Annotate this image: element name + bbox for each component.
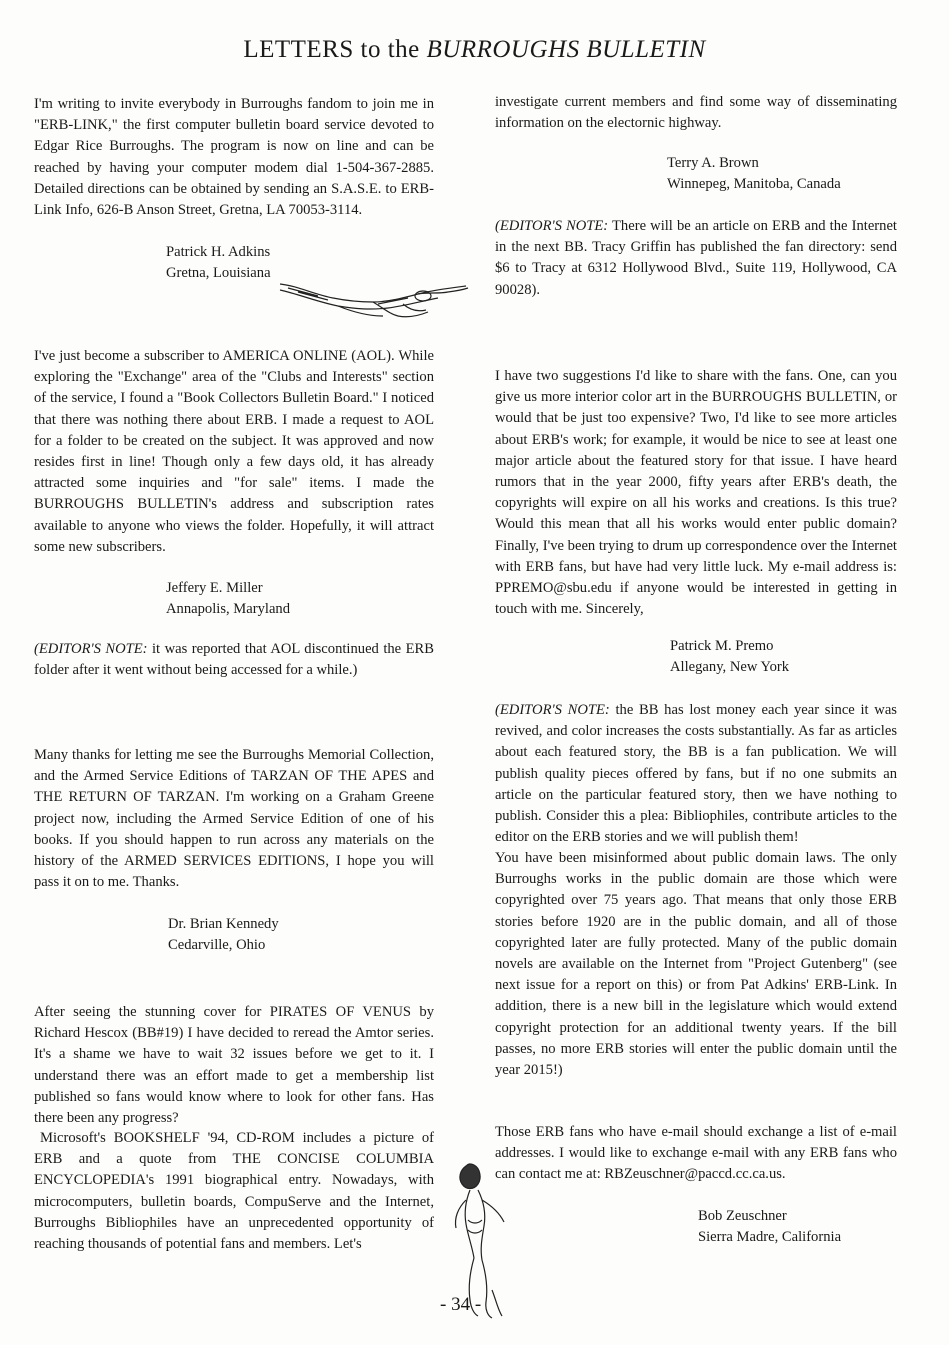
- editor-note-text: the BB has lost money each year since it was revived, and color increases the costs substantially. As far as articles about each featured story, the BB is a fan publication. We will publish quality pieces offered by fans, but if no one submits an article on the particular featured story, then we have nothing to publish. Consider this a plea: Bibliophiles, contribute articles to the editor on the ERB stories and we will publish them!: [495, 702, 897, 846]
- signature-name: Terry A. Brown: [667, 155, 759, 171]
- letter-miller-body: I've just become a subscriber to AMERICA ONLINE (AOL). While exploring the "Exchange" area of the "Clubs and Interests" section of the service, I found a "Book Collectors Bulletin Board." I noticed that there was nothing there about ERB. I made a request to AOL for a folder to be created on the subject. It was approved and now resides first in line! Though only a few days old, it has already attracted some inquiries and "for sale" items. I made the BURROUGHS BULLETIN's address and subscription rates available to anyone who views the folder. Hopefully, it will attract some new subscribers.: [34, 348, 434, 555]
- signature-name: Patrick M. Premo: [670, 638, 774, 654]
- signature-place: Cedarville, Ohio: [168, 937, 266, 953]
- editor-note-label: (EDITOR'S NOTE:: [495, 702, 610, 718]
- signature-place: Gretna, Louisiana: [166, 265, 271, 281]
- title-prefix: LETTERS to the: [243, 36, 427, 63]
- signature-miller: [166, 578, 290, 620]
- signature-adkins: [166, 242, 271, 284]
- letter-brown-body-continued: investigate current members and find some way of disseminating information on the electornic highway.: [495, 94, 897, 132]
- letter-kennedy-body: Many thanks for letting me see the Burroughs Memorial Collection, and the Armed Service Editions of TARZAN OF THE APES and THE RETURN OF TARZAN. I'm working on a Graham Greene project now, including the Armed Service Edition of one of his books. If you should happen to run across any materials on the history of the ARMED SERVICES EDITIONS, I hope you will pass it on to me. Thanks.: [34, 747, 434, 891]
- signature-place: Winnepeg, Manitoba, Canada: [667, 176, 841, 192]
- swimming-figure-illustration: [278, 272, 470, 322]
- page-title: [0, 36, 949, 64]
- letter-adkins-body: I'm writing to invite everybody in Burroughs fandom to join me in "ERB-LINK," the first computer bulletin board service devoted to Edgar Rice Burroughs. The program is now on line and can be reached by having your computer modem dial 1-504-367-2885. Detailed directions can be obtained by sending an S.A.S.E. to ERB-Link Info, 626-B Anson Street, Gretna, LA 70053-3114.: [34, 96, 434, 219]
- editor-note-label: (EDITOR'S NOTE:: [34, 641, 148, 657]
- signature-place: Allegany, New York: [670, 659, 790, 675]
- editor-note-text: it was reported that AOL discontinued the ERB folder after it went without being accessed for a while.): [34, 641, 434, 679]
- letter-premo-body: I have two suggestions I'd like to share with the fans. One, can you give us more interior color art in the BURROUGHS BULLETIN, or would that be just too expensive? Two, I'd like to see more articles about ERB's work; for example, it would be nice to see at least one major article about the featured story for that issue. I have heard rumors that in the year 2000, fifty years after ERB's death, the copyrights will expire on all his works and creations. Is this true? Would this mean that all his works would enter public domain? Finally, I've been trying to drum up correspondence over the Internet with ERB fans, but have had very little luck. My e-mail address is: PPREMO@sbu.edu if anyone would be interested in getting in touch with me. Sincerely,: [495, 368, 897, 618]
- signature-premo: [670, 636, 789, 678]
- editor-note-text: There will be an article on ERB and the Internet in the next BB. Tracy Griffin has published the fan directory: send $6 to Tracy at 6312 Hollywood Blvd., Suite 119, Hollywood, CA 90028).: [495, 218, 897, 298]
- editor-note-miller: [34, 639, 434, 681]
- letter-brown-body-p2: Microsoft's BOOKSHELF '94, CD-ROM includes a picture of ERB and a quote from THE CONCISE COLUMBIA ENCYCLOPEDIA's 1991 biographical entry. Nowadays, with microcomputers, bulletin boards, CompuServe and the Internet, Burroughs Bibliophiles have an unprecedented opportunity of reaching thousands of potential fans and members. Let's: [34, 1130, 434, 1253]
- page-number: - 34 -: [440, 1294, 482, 1315]
- letter-zeuschner-body: Those ERB fans who have e-mail should exchange a list of e-mail addresses. I would like to exchange e-mail with any ERB fans who can contact me at: RBZeuschner@paccd.cc.ca.us.: [495, 1124, 897, 1183]
- signature-brown: [667, 153, 841, 195]
- title-italic: BURROUGHS BULLETIN: [426, 36, 706, 63]
- signature-name: Dr. Brian Kennedy: [168, 916, 279, 932]
- editor-note-premo: [495, 700, 897, 848]
- signature-zeuschner: [698, 1206, 841, 1248]
- editor-note-premo-p2: You have been misinformed about public domain laws. The only Burroughs works in the public domain are those which were copyrighted over 75 years ago. That means that only those ERB stories before 1920 are in the public domain, and all of those copyrighted later are fully protected. Many of the public domain novels are available on the Internet from "Project Gutenberg" (see next issue for a report on this) or from Pat Adkins' ERB-Link. In addition, there is a new bill in the legislature which would extend copyright protection for an additional twenty years. If the bill passes, no more ERB stories will enter the public domain until the year 2015!): [495, 850, 897, 1079]
- letter-brown-body-p1: After seeing the stunning cover for PIRATES OF VENUS by Richard Hescox (BB#19) I have decided to reread the Amtor series. It's a shame we have to wait 32 issues before we get to it. I understand there was an effort made to get a membership list published so fans would know where to look for other fans. Has there been any progress?: [34, 1004, 434, 1127]
- editor-note-label: (EDITOR'S NOTE:: [495, 218, 609, 234]
- signature-name: Bob Zeuschner: [698, 1208, 787, 1224]
- signature-name: Patrick H. Adkins: [166, 244, 271, 260]
- signature-name: Jeffery E. Miller: [166, 580, 263, 596]
- signature-kennedy: [168, 914, 279, 956]
- signature-place: Sierra Madre, California: [698, 1229, 842, 1245]
- signature-place: Annapolis, Maryland: [166, 601, 291, 617]
- editor-note-brown: [495, 216, 897, 301]
